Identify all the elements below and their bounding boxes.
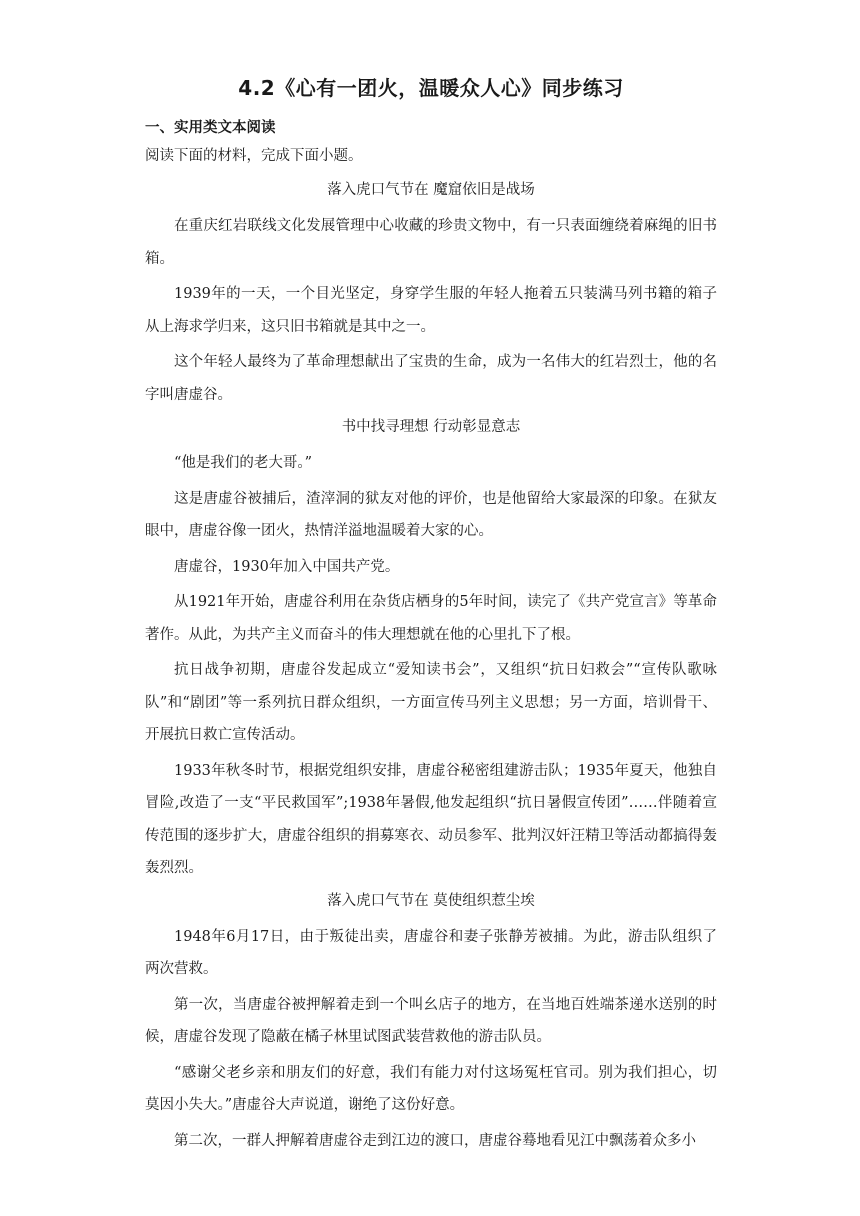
document-title: 4.2《心有一团火，温暖众人心》同步练习 (238, 76, 624, 100)
article-subheading: 书中找寻理想 行动彰显意志 (341, 419, 521, 435)
article-paragraph: 1933年秋冬时节，根据党组织安排，唐虚谷秘密组建游击队；1935年夏天，他独自冒险,改造了一支“平民救国军”;1938年暑假,他发起组织“抗日暑假宣传团”……伴随着宣传范围的逐步扩大，唐虚谷组织的捐募寒衣、动员参军、批判汉奸汪精卫等活动都搞得轰轰烈烈。 (145, 762, 717, 876)
article-paragraph: 从1921年开始，唐虚谷利用在杂货店栖身的5年时间，读完了《共产党宣言》等革命著作。从此，为共产主义而奋斗的伟大理想就在他的心里扎下了根。 (145, 594, 717, 643)
article-body (145, 176, 717, 1157)
reading-instruction: 阅读下面的材料，完成下面小题。 (145, 148, 363, 164)
article-subheading: 落入虎口气节在 莫使组织惹尘埃 (327, 892, 535, 909)
article-paragraph: 1939年的一天，一个目光坚定，身穿学生服的年轻人拖着五只装满马列书籍的箱子从上海求学归来，这只旧书箱就是其中之一。 (145, 286, 717, 335)
document-page (145, 72, 717, 1157)
article-paragraph: 在重庆红岩联线文化发展管理中心收藏的珍贵文物中，有一只表面缠绕着麻绳的旧书箱。 (145, 218, 717, 267)
article-paragraph: 这是唐虚谷被捕后，渣滓洞的狱友对他的评价，也是他留给大家最深的印象。在狱友眼中，唐虚谷像一团火，热情洋溢地温暖着大家的心。 (145, 490, 717, 539)
article-paragraph: 1948年6月17日，由于叛徒出卖，唐虚谷和妻子张静芳被捕。为此，游击队组织了两次营救。 (145, 928, 717, 977)
article-paragraph: 第二次，一群人押解着唐虚谷走到江边的渡口，唐虚谷蓦地看见江中飘荡着众多小 (174, 1132, 696, 1149)
article-paragraph: 这个年轻人最终为了革命理想献出了宝贵的生命，成为一名伟大的红岩烈士，他的名字叫唐虚谷。 (145, 354, 717, 403)
article-paragraph: 第一次，当唐虚谷被押解着走到一个叫幺店子的地方，在当地百姓端茶递水送别的时候，唐虚谷发现了隐蔽在橘子林里试图武装营救他的游击队员。 (145, 996, 717, 1045)
article-paragraph: “他是我们的老大哥。” (174, 455, 313, 471)
article-paragraph: “感谢父老乡亲和朋友们的好意，我们有能力对付这场冤枉官司。别为我们担心，切莫因小失大。”唐虚谷大声说道，谢绝了这份好意。 (145, 1064, 717, 1113)
article-subheading: 落入虎口气节在 魔窟依旧是战场 (327, 182, 535, 198)
article-paragraph: 抗日战争初期，唐虚谷发起成立“爱知读书会”，又组织“抗日妇救会”“宣传队歌咏队”和“剧团”等一系列抗日群众组织，一方面宣传马列主义思想；另一方面，培训骨干、开展抗日救亡宣传活动。 (145, 662, 717, 743)
article-paragraph: 唐虚谷，1930年加入中国共产党。 (174, 558, 400, 575)
section-heading: 一、实用类文本阅读 (145, 120, 276, 136)
